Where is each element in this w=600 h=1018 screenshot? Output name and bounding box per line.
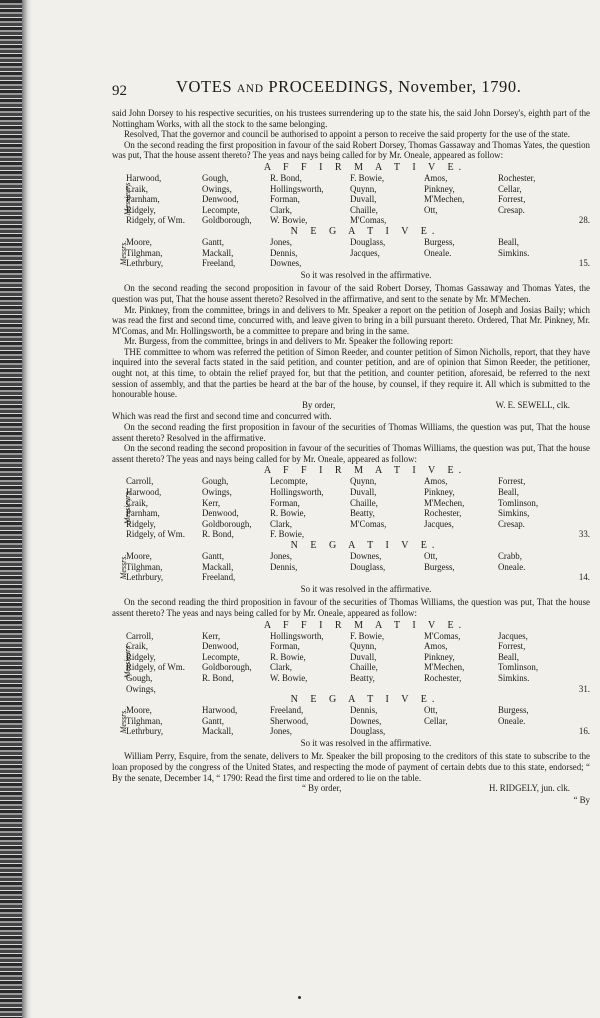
member-name: Denwood, (202, 508, 239, 519)
affirmative-heading: A F F I R M A T I V E. (263, 465, 467, 477)
member-name: M'Comas, (350, 518, 387, 529)
member-name: Chaille, (350, 497, 378, 508)
member-name: Craik, (126, 497, 148, 508)
member-name: M'Mechen, (424, 194, 465, 205)
member-name: Douglass, (350, 726, 386, 737)
member-name: Goldborough, (202, 662, 252, 673)
affirmative-names (112, 173, 590, 226)
messieurs-label: Messieurs (122, 646, 132, 679)
member-name: Quynn, (350, 183, 377, 194)
member-name: F. Bowie, (350, 172, 385, 183)
vote-count: 15. (578, 258, 590, 269)
member-name: Dennis, (350, 705, 378, 716)
member-name: Harwood, (202, 705, 238, 716)
member-name: Owings, (202, 183, 232, 194)
messieurs-label: Messrs. (119, 708, 129, 734)
member-name (498, 726, 570, 737)
member-name: Parnham, (126, 194, 160, 205)
member-name (270, 572, 348, 583)
member-name: Simkins. (498, 247, 530, 258)
member-name: Beatty, (350, 672, 375, 683)
member-name: Amos, (424, 476, 448, 487)
messieurs-label: Messrs. (119, 554, 129, 580)
paragraph: On the second reading the first proposition in favour of the securities of Thomas Williams, the question was put, That the house assent thereto? Resolved in the affirmative. (112, 422, 590, 443)
paragraph: Resolved, That the governor and council be authorised to appoint a person to receive the said property for the use of the state. (124, 129, 570, 140)
vote-block (112, 465, 590, 594)
member-name: Cellar, (424, 715, 448, 726)
member-name: Jones, (270, 726, 292, 737)
member-name: Jones, (270, 550, 292, 561)
member-name: Kerr, (202, 497, 221, 508)
member-name: Forman, (270, 641, 300, 652)
member-name: Tilghman, (126, 561, 163, 572)
member-name: Tomlinson, (498, 662, 539, 673)
member-name: Gantt, (202, 236, 224, 247)
member-name: Gantt, (202, 715, 224, 726)
paragraph: On the second reading the third proposition in favour of the securities of Thomas Williams, the question was put, That the house assent thereto? The yeas and nays being called for by Mr. Oneale, appeared as follow: (112, 597, 590, 618)
member-name (424, 258, 496, 269)
member-name: W. Bowie, (270, 215, 308, 226)
paragraph: On the second reading the second proposition in favour of the said Robert Dorsey, Thomas Gassaway and Thomas Yates, the question was put, That the house assent thereto? Resolved in the affirmative, and sent to the senate by Mr. M'Mechen. (112, 283, 590, 304)
by-order: By order, (302, 399, 336, 410)
member-name: Freeland, (202, 572, 236, 583)
member-name: Hollingsworth, (270, 487, 324, 497)
member-name: Hollingsworth, (270, 630, 324, 641)
member-name: M'Mechen, (424, 662, 465, 673)
signature-line (112, 783, 590, 794)
vote-block (112, 162, 590, 280)
member-name: Tilghman, (126, 715, 163, 726)
member-name (350, 529, 422, 540)
member-name: Owings, (202, 487, 232, 497)
member-name: Lethrbury, (126, 258, 164, 269)
member-name: Sherwood, (270, 715, 309, 726)
negative-heading: N E G A T I V E. (290, 539, 440, 551)
member-name (424, 684, 496, 695)
affirmative-names (112, 476, 590, 540)
member-name: Mackall, (202, 561, 234, 572)
member-name: Forrest, (498, 641, 526, 652)
member-name: Gough, (202, 172, 229, 183)
member-name: F. Bowie, (350, 630, 385, 641)
member-name: Simkins. (498, 672, 530, 683)
negative-names (112, 237, 590, 269)
messieurs-label: Messieurs (122, 491, 132, 525)
member-name: Ridgely, (126, 518, 156, 529)
book-binding-edge (0, 0, 22, 1018)
vote-count: 33. (578, 529, 590, 540)
member-name: Chaille, (350, 204, 378, 215)
vote-result: So it was resolved in the affirmative. (300, 737, 432, 748)
member-name: Freeland, (270, 705, 304, 716)
member-name: Moore, (126, 236, 152, 247)
paragraph: Mr. Burgess, from the committee, brings in and delivers to Mr. Speaker the following report: (124, 336, 454, 347)
catchword: “ By (573, 794, 590, 805)
member-name: Amos, (424, 172, 448, 183)
member-name: F. Bowie, (270, 529, 305, 540)
negative-heading: N E G A T I V E. (290, 225, 440, 237)
member-name (270, 684, 348, 695)
vote-count: 31. (578, 683, 590, 694)
clerk-name: H. RIDGELY, jun. clk. (488, 783, 570, 794)
member-name (424, 529, 496, 540)
member-name: Tilghman, (126, 247, 163, 258)
member-name: Oneale. (498, 715, 526, 726)
member-name: Ridgely, of Wm. (126, 662, 185, 673)
member-name: R. Bowie, (270, 651, 306, 662)
member-name: R. Bond, (270, 172, 302, 183)
vote-count: 28. (578, 215, 590, 226)
member-name: Oneale. (424, 247, 452, 258)
running-header (112, 77, 590, 108)
member-name: Beall, (498, 651, 519, 662)
member-name: Downes, (350, 715, 382, 726)
member-name: Ott, (424, 705, 438, 716)
paragraph: said John Dorsey to his respective securities, on his trustees surrendering up to the state his, the said John Dorsey's, eighth part of the Nottingham Works, with all the stock to the same belonging. (112, 108, 590, 129)
member-name: R. Bond, (202, 672, 234, 683)
member-name: Quynn, (350, 641, 377, 652)
member-name: Parnham, (126, 508, 160, 519)
member-name (202, 684, 268, 695)
member-name: Chaille, (350, 662, 378, 673)
member-name: Beatty, (350, 508, 375, 519)
member-name: Denwood, (202, 641, 239, 652)
messieurs-label: Messrs. (119, 240, 129, 266)
document-page (112, 77, 590, 805)
member-name: Tomlinson, (498, 497, 539, 508)
negative-heading: N E G A T I V E. (290, 694, 440, 706)
member-name: Douglass, (350, 236, 386, 247)
member-name: Burgess, (424, 561, 455, 572)
member-name: Forrest, (498, 476, 526, 487)
member-name (498, 572, 570, 583)
member-name: Simkins, (498, 508, 530, 519)
paragraph: On the second reading the second proposition in favour of the securities of Thomas Williams, the question was put, That the house assent thereto? The yeas and nays being called for by Mr. Oneale, appeared as follow: (112, 443, 590, 464)
member-name: Gough, (202, 476, 229, 487)
member-name: M'Comas, (424, 630, 461, 641)
member-name: Goldborough, (202, 215, 252, 226)
member-name: Duvall, (350, 651, 377, 662)
member-name: Oneale. (498, 561, 526, 572)
paragraph: Mr. Pinkney, from the committee, brings in and delivers to Mr. Speaker a report on the petition of Joseph and Josias Baily; which was read the first and second time, concurred with, and leave given to bring in a bill pursuant thereto. Ordered, That Mr. Pinkney, Mr. M'Comas, and Mr. Hollingsworth, be a committee to prepare and bring in the same. (112, 304, 590, 336)
member-name: Harwood, (126, 172, 162, 183)
member-name: Carroll, (126, 630, 154, 641)
member-name: Duvall, (350, 194, 377, 205)
page-number: 92 (112, 83, 127, 99)
member-name: M'Comas, (350, 215, 387, 226)
member-name: Downes, (350, 550, 382, 561)
member-name: Forman, (270, 497, 300, 508)
member-name: Craik, (126, 183, 148, 194)
member-name: Burgess, (498, 705, 529, 716)
member-name: Ridgely, (126, 204, 156, 215)
member-name: Jones, (270, 236, 292, 247)
member-name: Beall, (498, 236, 519, 247)
negative-names (112, 551, 590, 583)
member-name: Clark, (270, 204, 292, 215)
signature-line (112, 400, 590, 411)
member-name (424, 572, 496, 583)
page-gutter-shadow (22, 0, 32, 1018)
member-name: Downes, (270, 258, 302, 269)
vote-count: 16. (578, 726, 590, 737)
member-name: Clark, (270, 518, 292, 529)
member-name: Lethrbury, (126, 572, 164, 583)
member-name: Douglass, (350, 561, 386, 572)
committee-report: THE committee to whom was referred the petition of Simon Reeder, and counter petition of Simon Nicholls, report, that they have inquired into the several facts stated in the said petition, and counter petition, and are of opinion that Simon Reeder, the petitioner, ought not, at this time, to obtain the relief prayed for, but that the petition, and counter petition, aforesaid, be referred to the next session of assembly, and that the parties be heard at the bar of the house, by counsel, if they require it. All which is submitted to the honourable house. (112, 346, 590, 400)
paragraph: William Perry, Esquire, from the senate, delivers to Mr. Speaker the bill proposing to the creditors of this state to subscribe to the loan proposed by the congress of the United States, and respecting the mode of payment of certain debts due to this state, endorsed; “ By the senate, December 14, “ 1790: Read the first time and ordered to lie on the table. (112, 751, 590, 783)
affirmative-heading: A F F I R M A T I V E. (263, 619, 467, 631)
member-name: Cresap. (498, 204, 525, 215)
member-name: Crabb, (498, 550, 522, 561)
member-name: Craik, (126, 641, 148, 652)
member-name: Goldborough, (202, 518, 252, 529)
member-name: Lecompte, (202, 651, 240, 662)
member-name: Jacques, (424, 518, 454, 529)
member-name: Rochester, (424, 508, 462, 519)
member-name (498, 215, 570, 226)
member-name: Jacques, (350, 247, 380, 258)
member-name: Cresap. (498, 518, 525, 529)
member-name: Cellar, (498, 183, 522, 194)
member-name: Denwood, (202, 194, 239, 205)
member-name: Lethrbury, (126, 726, 164, 737)
vote-count: 14. (578, 572, 590, 583)
member-name: Pinkney, (424, 651, 455, 662)
negative-names (112, 705, 590, 737)
member-name: Clark, (270, 662, 292, 673)
vote-block (112, 620, 590, 749)
vote-result: So it was resolved in the affirmative. (300, 269, 432, 280)
member-name (350, 572, 422, 583)
member-name: Beall, (498, 487, 519, 497)
member-name: Ridgely, of Wm. (126, 215, 185, 226)
member-name: Quynn, (350, 476, 377, 487)
affirmative-heading: A F F I R M A T I V E. (263, 161, 467, 173)
member-name: Duvall, (350, 487, 377, 497)
member-name: R. Bond, (202, 529, 234, 540)
member-name (350, 258, 422, 269)
member-name: Rochester, (498, 172, 536, 183)
member-name: Lecompte, (202, 204, 240, 215)
member-name: Dennis, (270, 247, 298, 258)
member-name: Ott, (424, 204, 438, 215)
page-title: VOTES AND PROCEEDINGS, November, 1790. (176, 77, 522, 96)
member-name: Gough, (126, 672, 153, 683)
member-name (424, 215, 496, 226)
member-name: M'Mechen, (424, 497, 465, 508)
member-name: Burgess, (424, 236, 455, 247)
member-name (498, 529, 570, 540)
member-name: Owings, (126, 683, 156, 694)
member-name: Forrest, (498, 194, 526, 205)
member-name: Jacques, (498, 630, 528, 641)
member-name: Freeland, (202, 258, 236, 269)
paragraph: On the second reading the first proposition in favour of the said Robert Dorsey, Thomas Gassaway and Thomas Yates, the question was put, That the house assent thereto? The yeas and nays being called for by Mr. Oneale, appeared as follow: (112, 139, 590, 161)
member-name: Mackall, (202, 247, 234, 258)
member-name: Hollingsworth, (270, 183, 324, 194)
member-name: Mackall, (202, 726, 234, 737)
member-name: Gantt, (202, 550, 224, 561)
member-name (350, 684, 422, 695)
member-name (424, 726, 496, 737)
affirmative-names (112, 631, 590, 695)
member-name: R. Bowie, (270, 508, 306, 519)
member-name: Forman, (270, 194, 300, 205)
member-name: Carroll, (126, 476, 154, 487)
paragraph: Which was read the first and second time and concurred with. (112, 411, 332, 422)
member-name: Ott, (424, 550, 438, 561)
member-name: Ridgely, (126, 651, 156, 662)
member-name (498, 684, 570, 695)
member-name (498, 258, 570, 269)
member-name: Ridgely, of Wm. (126, 529, 185, 540)
vote-result: So it was resolved in the affirmative. (300, 583, 432, 594)
member-name: Moore, (126, 550, 152, 561)
member-name: Lecompte, (270, 476, 308, 487)
member-name: Rochester, (424, 672, 462, 683)
member-name: Harwood, (126, 487, 162, 497)
member-name: Kerr, (202, 630, 221, 641)
messieurs-label: Messieurs (122, 183, 132, 216)
member-name: Moore, (126, 705, 152, 716)
member-name: Pinkney, (424, 183, 455, 194)
member-name: Pinkney, (424, 487, 455, 497)
member-name: Dennis, (270, 561, 298, 572)
printer-mark (298, 996, 301, 999)
member-name: W. Bowie, (270, 672, 308, 683)
by-order: “ By order, (302, 783, 342, 794)
member-name: Amos, (424, 641, 448, 652)
clerk-name: W. E. SEWELL, clk. (495, 399, 570, 410)
